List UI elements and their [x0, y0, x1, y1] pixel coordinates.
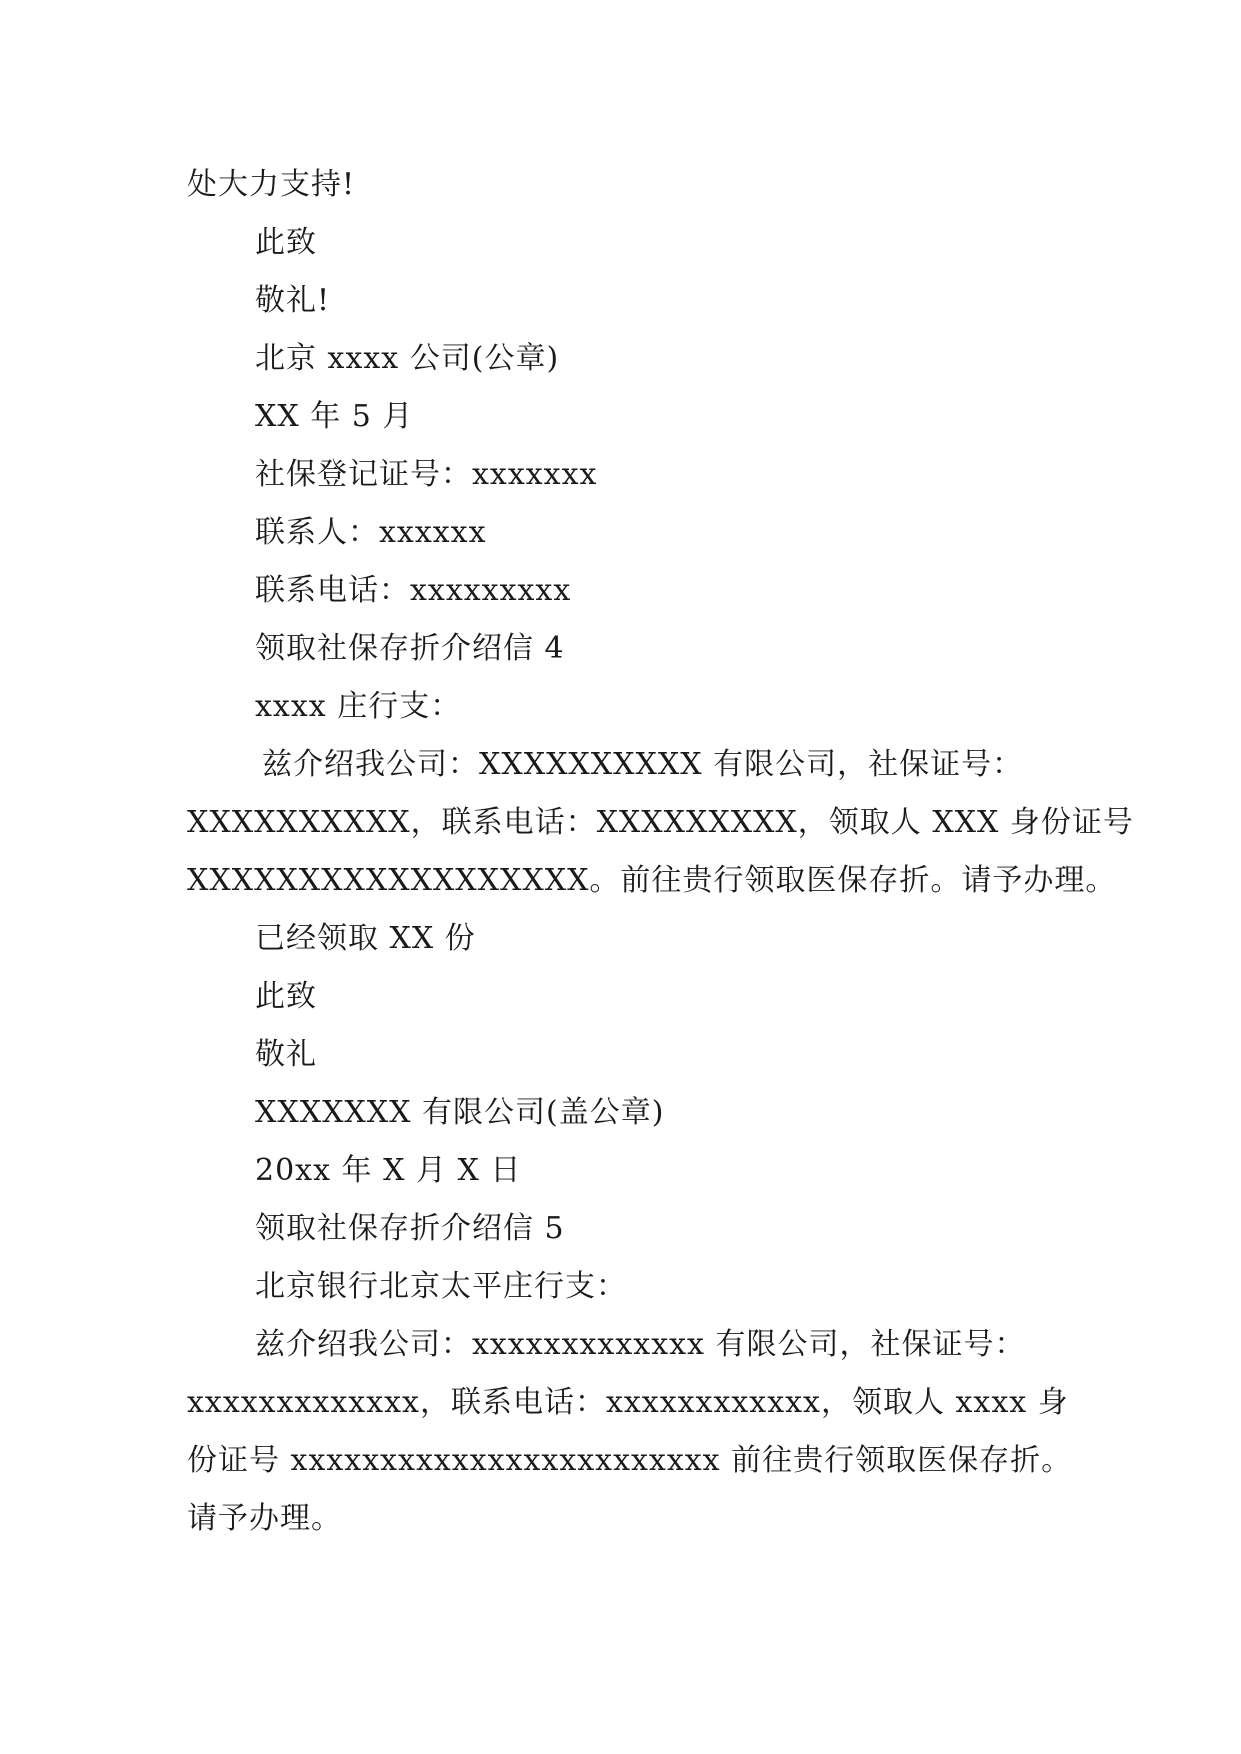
text-line-received-count: 已经领取 XX 份	[255, 921, 476, 956]
text-line-social-security-reg: 社保登记证号：xxxxxxx	[255, 457, 598, 492]
text-line-cizhi: 此致	[255, 225, 317, 260]
paragraph-intro2-line-3: 份证号 xxxxxxxxxxxxxxxxxxxxxxxx 前往贵行领取医保存折。	[187, 1443, 1073, 1478]
text-line-company-seal: 北京 xxxx 公司(公章)	[255, 341, 560, 376]
text-line-jingli: 敬礼!	[255, 283, 331, 318]
text-line-contact-person: 联系人：xxxxxx	[255, 515, 487, 550]
paragraph-intro2-line-1: 兹介绍我公司：xxxxxxxxxxxxx 有限公司，社保证号：	[255, 1327, 1026, 1362]
paragraph-intro2-line-4: 请予办理。	[187, 1501, 342, 1536]
paragraph-intro-line-1: 兹介绍我公司：XXXXXXXXXX 有限公司，社保证号：	[262, 747, 1024, 782]
paragraph-intro-line-3: XXXXXXXXXXXXXXXXXX。前往贵行领取医保存折。请予办理。	[187, 863, 1117, 898]
text-line-support: 处大力支持!	[187, 167, 356, 202]
text-line-company-seal-2: XXXXXXX 有限公司(盖公章)	[255, 1095, 665, 1130]
section-heading-letter-4: 领取社保存折介绍信 4	[255, 631, 565, 666]
text-line-jingli-2: 敬礼	[255, 1037, 317, 1072]
text-line-bank-branch-2: 北京银行北京太平庄行支：	[255, 1269, 627, 1304]
text-line-date: XX 年 5 月	[255, 399, 414, 434]
paragraph-intro-line-2: XXXXXXXXXX，联系电话：XXXXXXXXX，领取人 XXX 身份证号	[187, 805, 1134, 840]
section-heading-letter-5: 领取社保存折介绍信 5	[255, 1211, 565, 1246]
text-line-bank-branch: xxxx 庄行支：	[255, 689, 462, 724]
text-line-cizhi-2: 此致	[255, 979, 317, 1014]
text-line-date-2: 20xx 年 X 月 X 日	[255, 1153, 522, 1188]
paragraph-intro2-line-2: xxxxxxxxxxxxx，联系电话：xxxxxxxxxxxx，领取人 xxxx 身	[187, 1385, 1069, 1420]
text-line-contact-phone: 联系电话：xxxxxxxxx	[255, 573, 572, 608]
